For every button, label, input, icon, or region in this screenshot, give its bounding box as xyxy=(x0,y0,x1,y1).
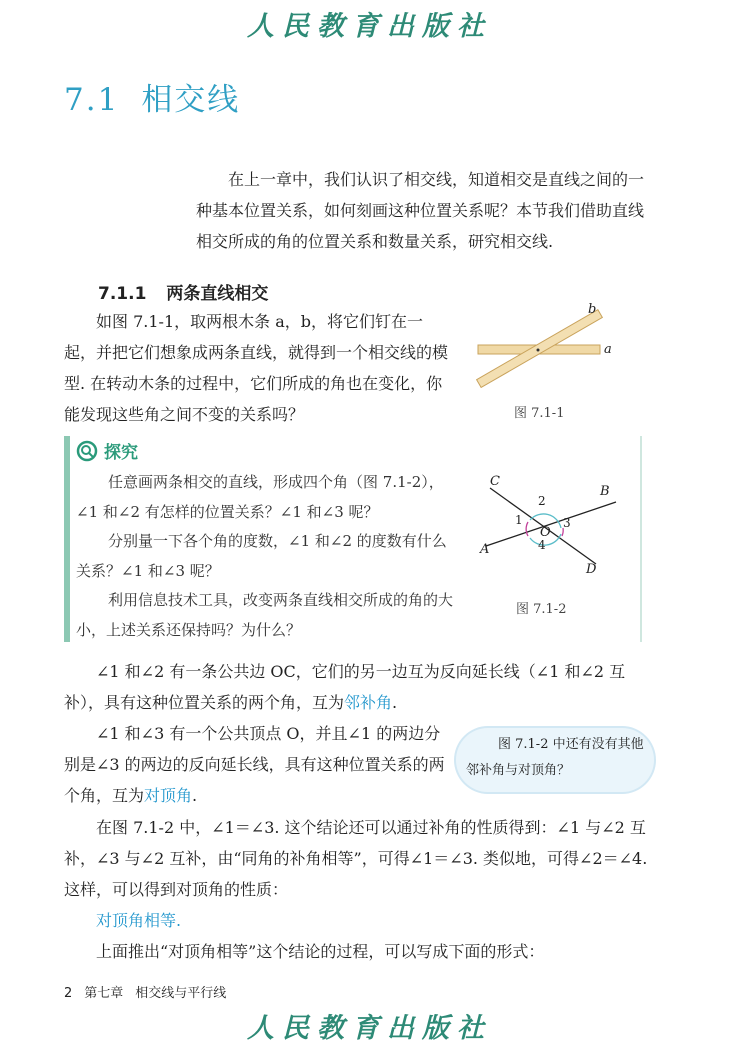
term-vertical-angles: 对顶角 xyxy=(144,786,193,805)
explore-box xyxy=(64,436,642,642)
paragraph-5: 上面推出“对顶角相等”这个结论的过程，可以写成下面的形式： xyxy=(96,942,545,961)
explore-bar xyxy=(64,436,70,642)
explore-text: 任意画两条相交的直线，形成四个角（图 7.1-2），∠1 和∠2 有怎样的位置关系？∠1 和∠3 呢？ 分别量一下各个角的度数，∠1 和∠2 的度数有什么关系？∠1 和∠3 呢？ 利用信息技术工具，改变两条直线相交所成的角的大小，上述关系还保持吗？为什么？ xyxy=(76,473,454,639)
subsection-heading: 7.1.1 两条直线相交 xyxy=(98,284,269,304)
publisher-logo-bottom: 人民教育出版社 xyxy=(247,1013,492,1044)
section-title: 7.1 相交线 xyxy=(64,82,241,118)
paragraph-2: ∠1 和∠2 有一条公共边 OC，它们的另一边互为反向延长线（∠1 和∠2 互补），具有这种位置关系的两个角，互为邻补角. xyxy=(64,662,626,712)
explore-heading: 探究 xyxy=(76,438,138,463)
page-number: 2 xyxy=(64,986,73,1001)
publisher-logo-top: 人民教育出版社 xyxy=(247,11,492,42)
page-footer: 2 第七章 相交线与平行线 xyxy=(64,986,227,1001)
figure-7-1-2: C B A D O 1 2 3 4 图 7.1-2 xyxy=(474,472,624,642)
theorem: 对顶角相等. xyxy=(96,911,182,930)
paragraph-3: ∠1 和∠3 有一个公共顶点 O，并且∠1 的两边分别是∠3 的两边的反向延长线，具有这种位置关系的两个角，互为对顶角. xyxy=(64,724,445,805)
explore-magnifier-icon xyxy=(76,440,98,462)
thought-cloud: 图 7.1-2 中还有没有其他邻补角与对顶角？ xyxy=(456,728,654,792)
figure-7-1-1: b a 图 7.1-1 xyxy=(470,300,630,430)
paragraph-1: 如图 7.1-1，取两根木条 a，b，将它们钉在一起，并把它们想象成两条直线，就得到一个相交线的模型. 在转动木条的过程中，它们所成的角也在变化，你能发现这些角之间不变的关系吗？ xyxy=(64,312,449,424)
term-adjacent-supplementary: 邻补角 xyxy=(344,693,393,712)
section-intro: 在上一章中，我们认识了相交线，知道相交是直线之间的一种基本位置关系，如何刻画这种位置关系呢？本节我们借助直线相交所成的角的位置关系和数量关系，研究相交线. xyxy=(196,170,645,251)
paragraph-4: 在图 7.1-2 中，∠1＝∠3. 这个结论还可以通过补角的性质得到：∠1 与∠2 互补，∠3 与∠2 互补，由“同角的补角相等”，可得∠1＝∠3. 类似地，可得∠2＝∠4. 这样，可以得到对顶角的性质： xyxy=(64,818,648,899)
explore-right-border xyxy=(640,436,642,642)
